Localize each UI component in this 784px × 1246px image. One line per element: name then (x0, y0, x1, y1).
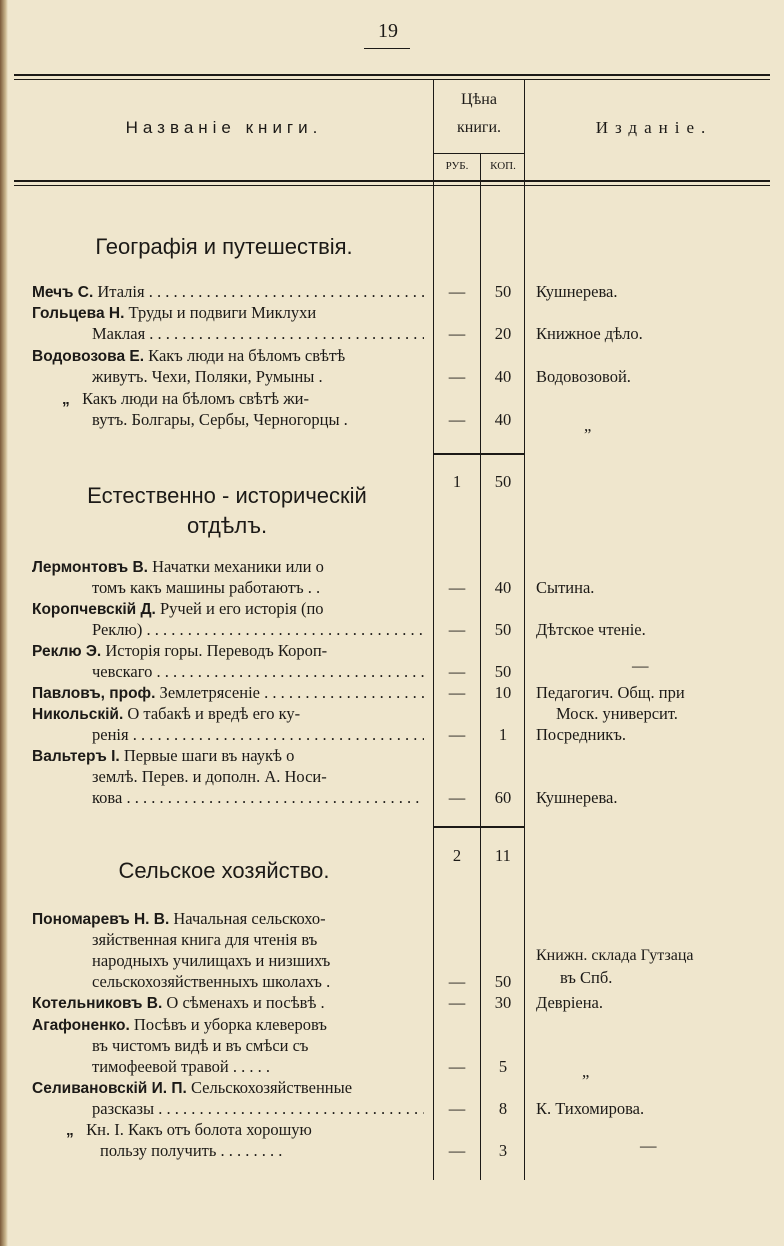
page-number-underline (364, 48, 410, 49)
entry-title-cont: чевскаго . . . (92, 662, 424, 681)
entry-line (32, 599, 424, 619)
table-top-rule-thin (14, 79, 770, 80)
entry-title: Сельскохозяйственные (190, 1078, 353, 1097)
entry-kop: 5 (498, 1057, 508, 1076)
entry-title: Ручей и его исторія (по (159, 599, 324, 618)
entry-title: О табакѣ и вредѣ его ку- (127, 704, 301, 723)
entry-publisher: Дѣтское чтеніе. (536, 620, 646, 639)
column-header-title: Названіе книги. (125, 118, 323, 137)
price-header-line1: Цѣна (461, 91, 497, 108)
entry-line-cont (92, 410, 424, 430)
entry-title-cont: разсказы . . . (92, 1099, 424, 1118)
entry-line-cont (92, 972, 424, 992)
entry-kop: 60 (494, 788, 512, 807)
entry-title-cont: пользу получить . . . . . . . . (100, 1141, 283, 1160)
entry-line-cont (92, 951, 424, 971)
entry-kop: 1 (498, 725, 508, 744)
entry-title-cont: сельскохозяйственныхъ школахъ . (92, 972, 331, 991)
entry-line (32, 1078, 424, 1098)
entry-title-cont: ренія . . . (92, 725, 424, 744)
entry-line (32, 346, 424, 366)
entry-publisher: К. Тихомирова. (536, 1099, 645, 1118)
entry-line-cont (92, 767, 424, 787)
entry-rub: — (448, 410, 466, 429)
entry-kop: 50 (494, 282, 512, 301)
entry-author: Лермонтовъ В. (32, 559, 148, 576)
entry-line (32, 909, 424, 929)
price-subheader-rule (434, 153, 524, 154)
entry-title-cont: томъ какъ машины работаютъ . . (92, 578, 321, 597)
entry-author: Павловъ, проф. (32, 685, 156, 702)
entry-kop: 40 (494, 410, 512, 429)
entry-publisher: „ (582, 1062, 590, 1081)
entry-title: Начальная сельскохо- (173, 909, 326, 928)
entry-title-cont: вутъ. Болгары, Сербы, Черногорцы . (92, 410, 348, 429)
entry-line (32, 683, 424, 703)
column-divider-rub-kop (480, 153, 481, 1180)
column-header-price (434, 86, 524, 142)
section-title-agriculture: Сельское хозяйство. (118, 858, 330, 883)
entry-line-cont (92, 578, 424, 598)
entry-kop: 50 (494, 972, 512, 991)
entry-rub: — (448, 1057, 466, 1076)
entry-title: Посѣвъ и уборка клеверовъ (133, 1015, 327, 1034)
entry-publisher: Книжное дѣло. (536, 324, 643, 343)
entry-title-cont: Реклю) . . . (92, 620, 424, 639)
entry-author: Вальтеръ І. (32, 748, 120, 765)
column-header-publisher: Изданіе. (595, 118, 713, 137)
entry-line-cont (92, 788, 424, 808)
section-total-kop: 50 (494, 472, 512, 491)
entry-author: Никольскій. (32, 706, 124, 723)
entry-rub: — (448, 662, 466, 681)
entry-title-cont: Маклая . . . . . . (92, 324, 424, 343)
section-total-rub: 1 (452, 472, 462, 491)
entry-kop: 30 (494, 993, 512, 1012)
entry-kop: 40 (494, 578, 512, 597)
entry-kop: 40 (494, 367, 512, 386)
section-title-natural-history: Естественно - историческій отдѣлъ. (87, 483, 367, 538)
entry-publisher: Посредникъ. (536, 725, 626, 744)
section-title-geography: Географія и путешествія. (95, 234, 353, 259)
entry-publisher: — (640, 1136, 657, 1155)
entry-line (66, 1120, 424, 1140)
entry-title-cont: народныхъ училищахъ и низшихъ (92, 951, 331, 970)
entry-line (32, 993, 424, 1013)
entry-title-cont: въ чистомъ видѣ и въ смѣси съ (92, 1036, 309, 1055)
entry-title: О сѣменахъ и посѣвѣ . (166, 993, 325, 1012)
entry-publisher-cont: въ Спб. (560, 968, 613, 987)
column-divider-price (524, 80, 525, 1180)
entry-line (32, 282, 424, 302)
entry-line-cont (92, 324, 424, 344)
entry-publisher: Сытина. (536, 578, 595, 597)
entry-title: Труды и подвиги Миклухи (128, 303, 317, 322)
entry-title: Италія . . . (97, 282, 424, 301)
entry-publisher: Водовозовой. (536, 367, 631, 386)
page-number: 19 (378, 20, 398, 42)
entry-rub: — (448, 367, 466, 386)
entry-rub: — (448, 578, 466, 597)
entry-author: Водовозова Е. (32, 348, 145, 365)
entry-kop: 50 (494, 620, 512, 639)
entry-author: Пономаревъ Н. В. (32, 911, 170, 928)
entry-line-cont (92, 1099, 424, 1119)
entry-author: Агафоненко. (32, 1017, 130, 1034)
entry-rub: — (448, 620, 466, 639)
entry-rub: — (448, 1099, 466, 1118)
entry-title-cont: живутъ. Чехи, Поляки, Румыны . (92, 367, 323, 386)
section-total-kop: 11 (495, 846, 511, 865)
entry-line (32, 1015, 424, 1035)
entry-line-cont (92, 367, 424, 387)
entry-publisher: Книжн. склада Гутзаца (536, 947, 694, 964)
entry-kop: 3 (498, 1141, 508, 1160)
entry-title-cont: тимофеевой травой . . . . . (92, 1057, 270, 1076)
entry-title-cont: кова . . . (92, 788, 424, 807)
price-header-line2: книги. (456, 119, 502, 136)
column-header-rub: РУБ. (445, 160, 469, 172)
entry-publisher-cont: Моск. университ. (556, 704, 678, 723)
entry-line-cont (92, 662, 424, 682)
entry-kop: 20 (494, 324, 512, 343)
entry-publisher: „ (584, 416, 592, 435)
entry-line-cont (92, 725, 424, 745)
entry-publisher: Педагогич. Общ. при (536, 683, 685, 702)
column-header-kop: КОП. (490, 160, 516, 172)
entry-rub: — (448, 725, 466, 744)
subtotal-rule-2 (433, 826, 525, 828)
entry-title: Какъ люди на бѣломъ свѣтѣ жи- (82, 389, 309, 408)
entry-line (32, 704, 424, 724)
entry-author: „ (66, 1122, 74, 1139)
table-top-rule (14, 74, 770, 76)
entry-line (32, 746, 424, 766)
entry-rub: — (448, 683, 466, 702)
entry-line-cont (100, 1141, 424, 1161)
entry-author: Коропчевскій Д. (32, 601, 156, 618)
section-total-rub: 2 (452, 846, 462, 865)
entry-title: Исторія горы. Переводъ Короп- (105, 641, 328, 660)
entry-publisher: Кушнерева. (536, 788, 618, 807)
entry-line-cont (92, 930, 424, 950)
entry-author: Котельниковъ В. (32, 995, 163, 1012)
entry-kop: 8 (498, 1099, 508, 1118)
entry-line (62, 389, 424, 409)
entry-rub: — (448, 282, 466, 301)
entry-line-cont (92, 620, 424, 640)
entry-title-cont: землѣ. Перев. и дополн. А. Носи- (92, 767, 327, 786)
entry-title-cont: зяйственная книга для чтенія въ (92, 930, 318, 949)
entry-rub: — (448, 972, 466, 991)
entry-title: Первые шаги въ наукѣ о (123, 746, 295, 765)
entry-line (32, 641, 424, 661)
entry-author: Селивановскій И. П. (32, 1080, 187, 1097)
entry-kop: 50 (494, 662, 512, 681)
entry-line (32, 303, 424, 323)
entry-author: „ (62, 391, 70, 408)
entry-publisher: Кушнерева. (536, 282, 618, 301)
entry-line-cont (92, 1057, 424, 1077)
book-spine (0, 0, 8, 1246)
entry-rub: — (448, 324, 466, 343)
entry-author: Мечъ С. (32, 284, 94, 301)
entry-line-cont (92, 1036, 424, 1056)
entry-title: Землетрясеніе . . . (160, 683, 424, 702)
entry-rub: — (448, 788, 466, 807)
subtotal-rule-1 (433, 453, 525, 455)
entry-publisher: — (632, 656, 649, 675)
entry-kop: 10 (494, 683, 512, 702)
entry-author: Реклю Э. (32, 643, 102, 660)
entry-title: Начатки механики или о (152, 557, 324, 576)
entry-title: Кн. І. Какъ отъ болота хорошую (86, 1120, 312, 1139)
entry-rub: — (448, 1141, 466, 1160)
entry-line (32, 557, 424, 577)
entry-title: Какъ люди на бѣломъ свѣтѣ (148, 346, 346, 365)
entry-author: Гольцева Н. (32, 305, 125, 322)
entry-rub: — (448, 993, 466, 1012)
header-bottom-rule-thin (14, 185, 770, 186)
entry-publisher: Девріена. (536, 993, 604, 1012)
header-bottom-rule (14, 180, 770, 182)
